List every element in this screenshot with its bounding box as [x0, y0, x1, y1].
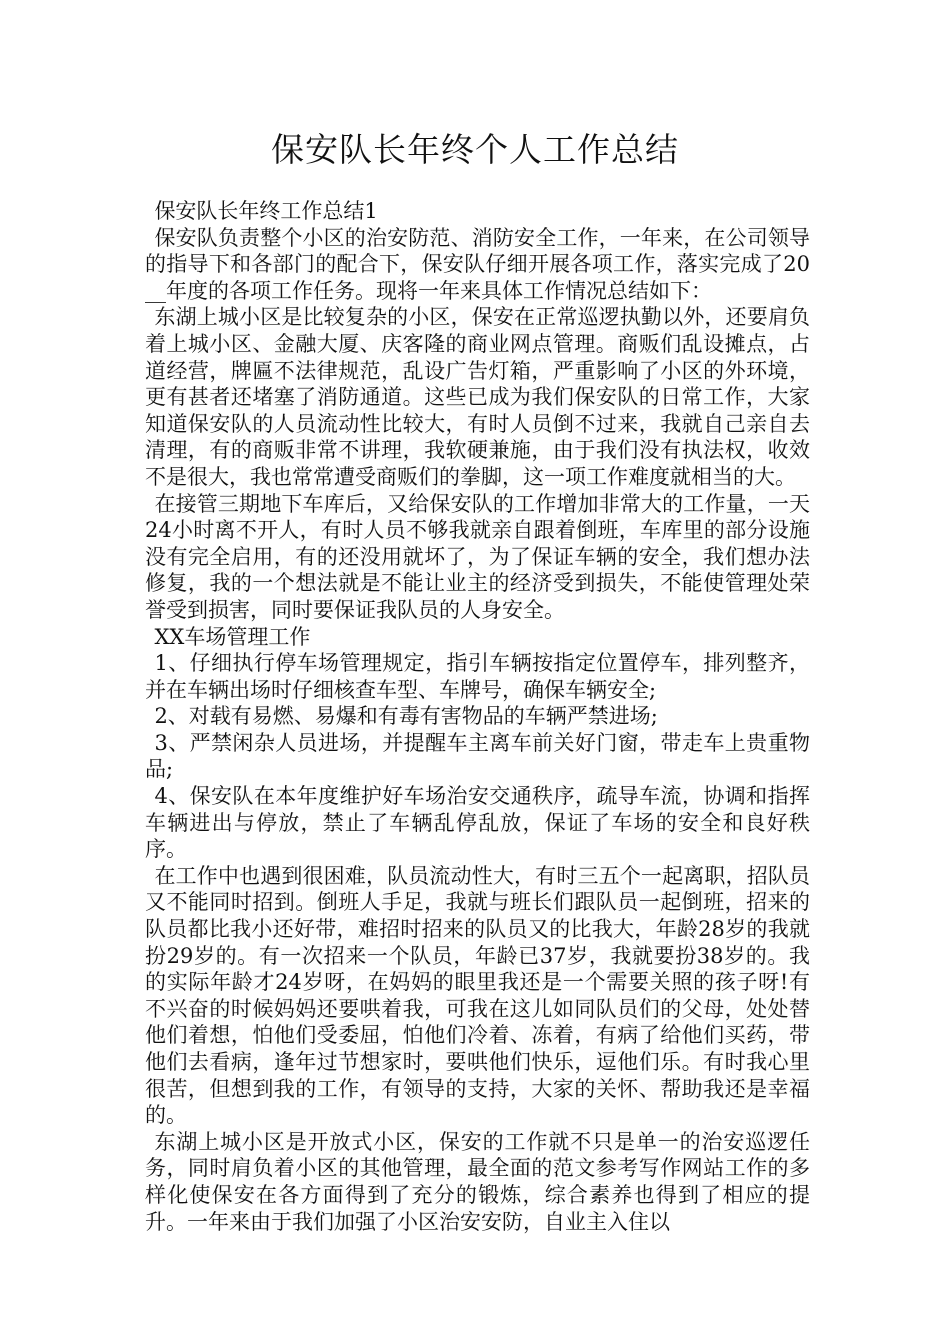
document-body — [145, 198, 810, 1235]
list-item: 2、对载有易燃、易爆和有毒有害物品的车辆严禁进场; — [154, 704, 658, 729]
list-item: 3、严禁闲杂人员进场，并提醒车主离车前关好门窗，带走车上贵重物品; — [145, 730, 810, 782]
list-item: 1、仔细执行停车场管理规定，指引车辆按指定位置停车，排列整齐，并在车辆出场时仔细核查车型、车牌号，确保车辆安全; — [145, 651, 810, 702]
body-paragraph: 在接管三期地下车库后，又给保安队的工作增加非常大的工作量，一天24小时离不开人，有时人员不够我就亲自跟着倒班，车库里的部分设施没有完全启用，有的还没用就坏了，为了保证车辆的安全，我们想办法修复，我的一个想法就是不能让业主的经济受到损失，不能使管理处荣誉受到损害，同时要保证我队员的人身安全。 — [145, 491, 810, 622]
body-paragraph: 在工作中也遇到很困难，队员流动性大，有时三五个一起离职，招队员又不能同时招到。倒班人手足，我就与班长们跟队员一起倒班，招来的队员都比我小还好带，难招时招来的队员又的比我大，年龄28岁的我就扮29岁的。有一次招来一个队员，年龄已37岁，我就要扮38岁的。我的实际年龄才24岁呀，在妈妈的眼里我还是一个需要关照的孩子呀!有不兴奋的时候妈妈还要哄着我，可我在这儿如同队员们的父母，处处替他们着想，怕他们受委屈，怕他们冷着、冻着，有病了给他们买药，带他们去看病，逢年过节想家时，要哄他们快乐，逗他们乐。有时我心里很苦，但想到我的工作，有领导的支持，大家的关怀、帮助我还是幸福的。 — [145, 863, 810, 1128]
section-heading: 保安队长年终工作总结1 — [154, 199, 378, 223]
document-title: 保安队长年终个人工作总结 — [271, 130, 679, 169]
list-item: 4、保安队在本年度维护好车场治安交通秩序，疏导车流，协调和指挥车辆进出与停放，禁止了车辆乱停乱放，保证了车场的安全和良好秩序。 — [145, 784, 810, 862]
body-paragraph: 东湖上城小区是比较复杂的小区，保安在正常巡逻执勤以外，还要肩负着上城小区、金融大厦、庆客隆的商业网点管理。商贩们乱设摊点，占道经营，牌匾不法律规范，乱设广告灯箱，严重影响了小区的外环境，更有甚者还堵塞了消防通道。这些已成为我们保安队的日常工作，大家知道保安队的人员流动性比较大，有时人员倒不过来，我就自己亲自去清理，有的商贩非常不讲理，我软硬兼施，由于我们没有执法权，收效不是很大，我也常常遭受商贩们的拳脚，这一项工作难度就相当的大。 — [145, 305, 810, 489]
section-heading: XX车场管理工作 — [154, 624, 311, 649]
body-paragraph: 东湖上城小区是开放式小区，保安的工作就不只是单一的治安巡逻任务，同时肩负着小区的其他管理，最全面的范文参考写作网站工作的多样化使保安在各方面得到了充分的锻炼，综合素养也得到了相应的提升。一年来由于我们加强了小区治安安防，自业主入住以 — [145, 1129, 810, 1234]
body-paragraph: 保安队负责整个小区的治安防范、消防安全工作，一年来，在公司领导的指导下和各部门的配合下，保安队仔细开展各项工作，落实完成了20__年度的各项工作任务。现将一年来具体工作情况总结如下： — [145, 225, 810, 303]
